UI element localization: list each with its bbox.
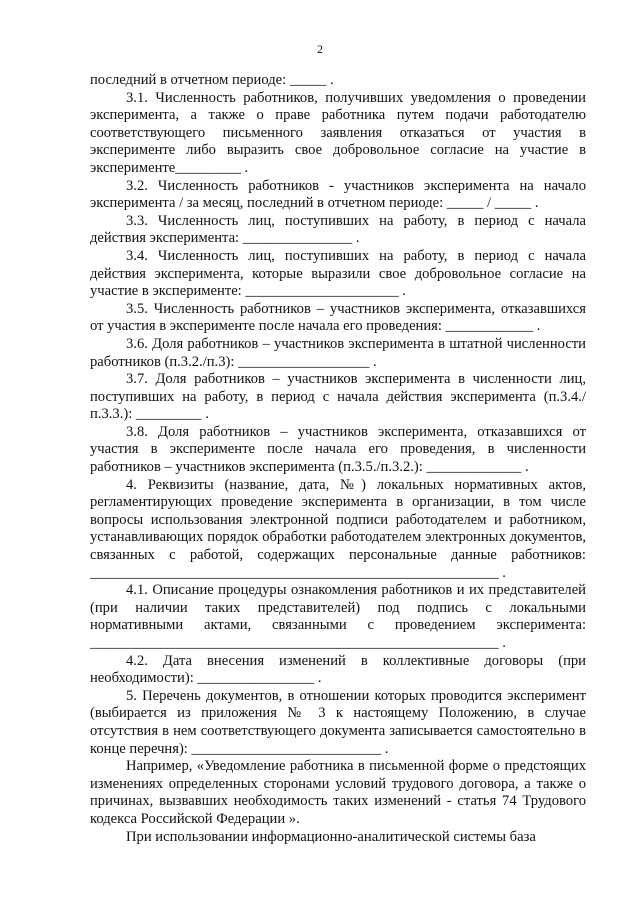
paragraph: 4.2. Дата внесения изменений в коллективные договоры (при необходимости): ________________ . (90, 652, 586, 687)
paragraph: 3.3. Численность лиц, поступивших на работу, в период с начала действия эксперимента: _______________ . (90, 212, 586, 247)
document-body (90, 72, 586, 846)
paragraph: 3.4. Численность лиц, поступивших на работу, в период с начала действия эксперимента, которые выразили свое добровольное согласие на участие в эксперименте: _____________________ . (90, 247, 586, 300)
paragraph: 3.2. Численность работников - участников эксперимента на начало эксперимента / за месяц, последний в отчетном периоде: _____ / _____ . (90, 177, 586, 212)
paragraph: Например, «Уведомление работника в письменной форме о предстоящих изменениях определенных сторонами условий трудового договора, а также о причинах, вызвавших необходимость таких изменений - статья 74 Трудового кодекса Российской Федерации ». (90, 758, 586, 827)
paragraph: 3.6. Доля работников – участников эксперимента в штатной численности работников (п.3.2./п.3): __________________ . (90, 335, 586, 370)
paragraph: 3.5. Численность работников – участников эксперимента, отказавшихся от участия в эксперименте после начала его проведения: ____________ . (90, 300, 586, 335)
paragraph: 4. Реквизиты (название, дата, №) локальных нормативных актов, регламентирующих проведение эксперимента в организации, в том числе вопросы использования электронной подписи работодателем и работником, устанавливающих порядок обработки работодателем электронных документов, связанных с работой, содержащих персональные данные работников: ________________________________________________________ . (90, 476, 586, 581)
page-number: 2 (317, 42, 323, 56)
paragraph: 3.1. Численность работников, получивших уведомления о проведении эксперимента, а также о праве работника путем подачи работодателю соответствующего письменного заявления отказаться от участия в эксперименте либо выразить свое добровольное согласие на участие в эксперименте_________ . (90, 89, 586, 176)
paragraph: 5. Перечень документов, в отношении которых проводится эксперимент (выбирается из приложения № 3 к настоящему Положению, в случае отсутствия в нем соответствующего документа записывается самостоятельно в конце перечня): __________________________ . (90, 687, 586, 757)
paragraph: При использовании информационно-аналитической системы база (126, 828, 536, 845)
paragraph: 4.1. Описание процедуры ознакомления работников и их представителей (при наличии таких представителей) под подпись с локальными нормативными актами, связанными с проведением эксперимента: ________________________________________________________ . (90, 582, 586, 651)
paragraph: 3.7. Доля работников – участников эксперимента в численности лиц, поступивших на работу, в период с начала действия эксперимента (п.3.4./п.3.3.): _________ . (90, 371, 586, 423)
paragraph: 3.8. Доля работников – участников эксперимента, отказавшихся от участия в эксперименте после начала его проведения, в численности работников – участников эксперимента (п.3.5./п.3.2.): _____________ . (90, 423, 586, 476)
paragraph: последний в отчетном периоде: _____ . (90, 72, 334, 88)
